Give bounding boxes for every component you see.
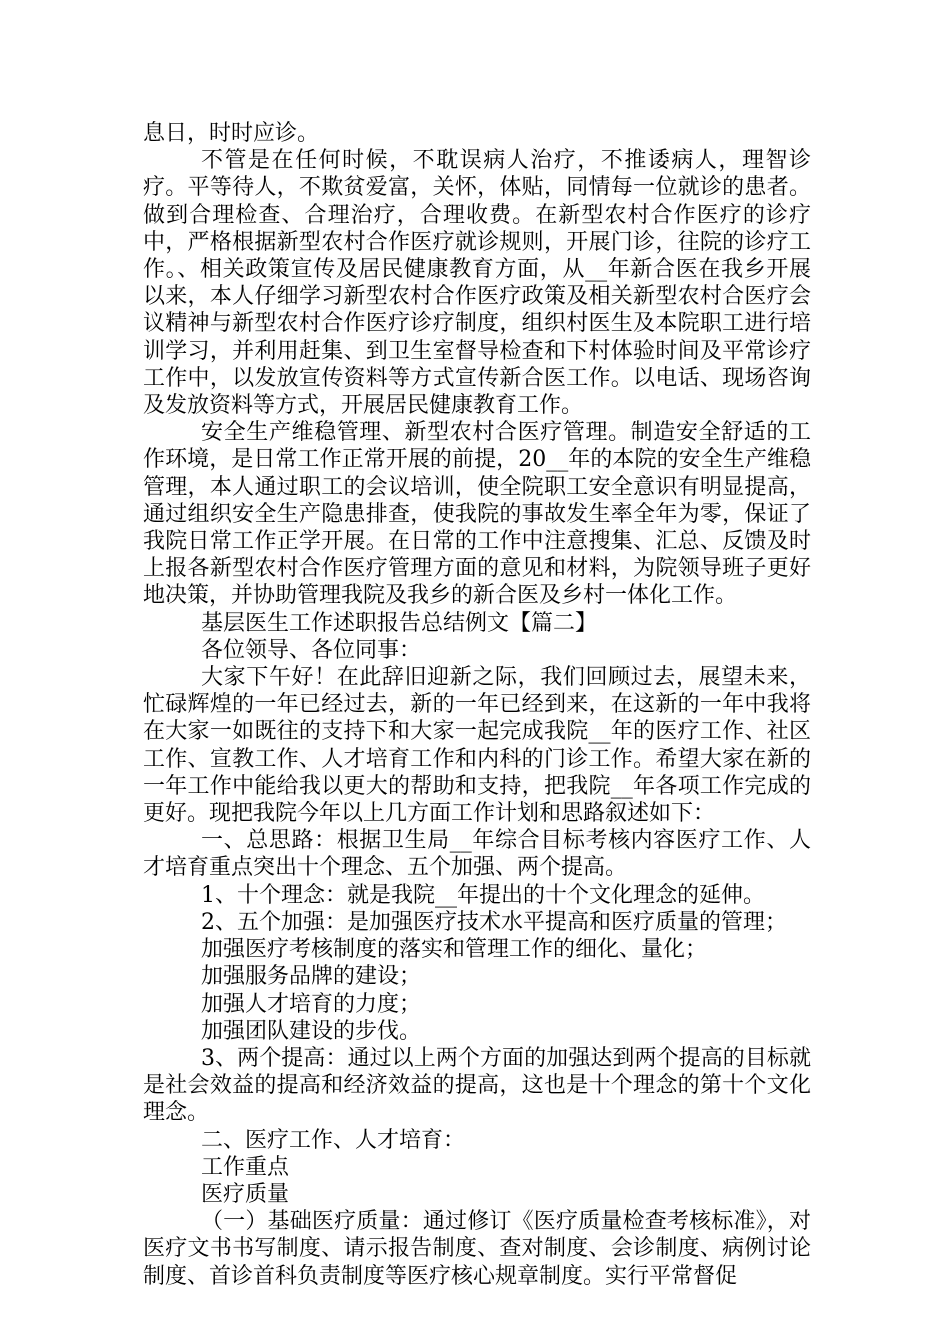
document-page	[143, 120, 811, 1290]
salutation: 各位领导、各位同事：	[201, 637, 422, 663]
paragraph-13: 加强团队建设的步伐。	[201, 1018, 422, 1044]
paragraph-12: 加强人才培育的力度；	[201, 991, 422, 1017]
paragraph-7: 一、总思路：根据卫生局__年综合目标考核内容医疗工作、人才培育重点突出十个理念、五个加强、两个提高。	[143, 828, 811, 881]
paragraph-1: 息日，时时应诊。	[143, 121, 320, 146]
paragraph-9: 2、五个加强：是加强医疗技术水平提高和医疗质量的管理；	[201, 909, 787, 935]
paragraph-16: 工作重点	[201, 1154, 290, 1180]
paragraph-6: 大家下午好！在此辞旧迎新之际，我们回顾过去，展望未来，忙碌辉煌的一年已经过去，新的一年已经到来，在这新的一年中我将在大家一如既往的支持下和大家一起完成我院__年的医疗工作、社区工作、宣教工作、人才培育工作和内科的门诊工作。希望大家在新的一年工作中能给我以更大的帮助和支持，把我院__年各项工作完成的更好。现把我院今年以上几方面工作计划和思路叙述如下：	[143, 665, 811, 827]
paragraph-11: 加强服务品牌的建设；	[201, 964, 422, 990]
paragraph-10: 加强医疗考核制度的落实和管理工作的细化、量化；	[201, 937, 708, 963]
paragraph-3: 安全生产维稳管理、新型农村合医疗管理。制造安全舒适的工作环境，是日常工作正常开展的前提，20__年的本院的安全生产维稳管理，本人通过职工的会议培训，使全院职工安全意识有明显提高，通过组织安全生产隐患排查，使我院的事故发生率全年为零，保证了我院日常工作正学开展。在日常的工作中注意搜集、汇总、反馈及时上报各新型农村合作医疗管理方面的意见和材料，为院领导班子更好地决策，并协助管理我院及我乡的新合医及乡村一体化工作。	[143, 420, 811, 609]
paragraph-17: 医疗质量	[201, 1181, 290, 1207]
paragraph-15: 二、医疗工作、人才培育：	[201, 1127, 466, 1153]
paragraph-14: 3、两个提高：通过以上两个方面的加强达到两个提高的目标就是社会效益的提高和经济效益的提高，这也是十个理念的第十个文化理念。	[143, 1045, 811, 1126]
paragraph-18: （一）基础医疗质量：通过修订《医疗质量检查考核标准》，对医疗文书书写制度、请示报告制度、查对制度、会诊制度、病例讨论制度、首诊首科负责制度等医疗核心规章制度。实行平常督促	[143, 1209, 811, 1289]
paragraph-2: 不管是在任何时候，不耽误病人治疗，不推诿病人，理智诊疗。平等待人，不欺贫爱富，关怀，体贴，同情每一位就诊的患者。做到合理检查、合理治疗，合理收费。在新型农村合作医疗的诊疗中，严格根据新型农村合作医疗就诊规则，开展门诊，往院的诊疗工作。、相关政策宣传及居民健康教育方面，从__年新合医在我乡开展以来，本人仔细学习新型农村合作医疗政策及相关新型农村合医疗会议精神与新型农村合作医疗诊疗制度，组织村医生及本院职工进行培训学习，并利用赶集、到卫生室督导检查和下村体验时间及平常诊疗工作中，以发放宣传资料等方式宣传新合医工作。以电话、现场咨询及发放资料等方式，开展居民健康教育工作。	[143, 148, 811, 419]
section-heading: 基层医生工作述职报告总结例文【篇二】	[201, 610, 598, 636]
paragraph-8: 1、十个理念：就是我院__年提出的十个文化理念的延伸。	[201, 882, 765, 908]
